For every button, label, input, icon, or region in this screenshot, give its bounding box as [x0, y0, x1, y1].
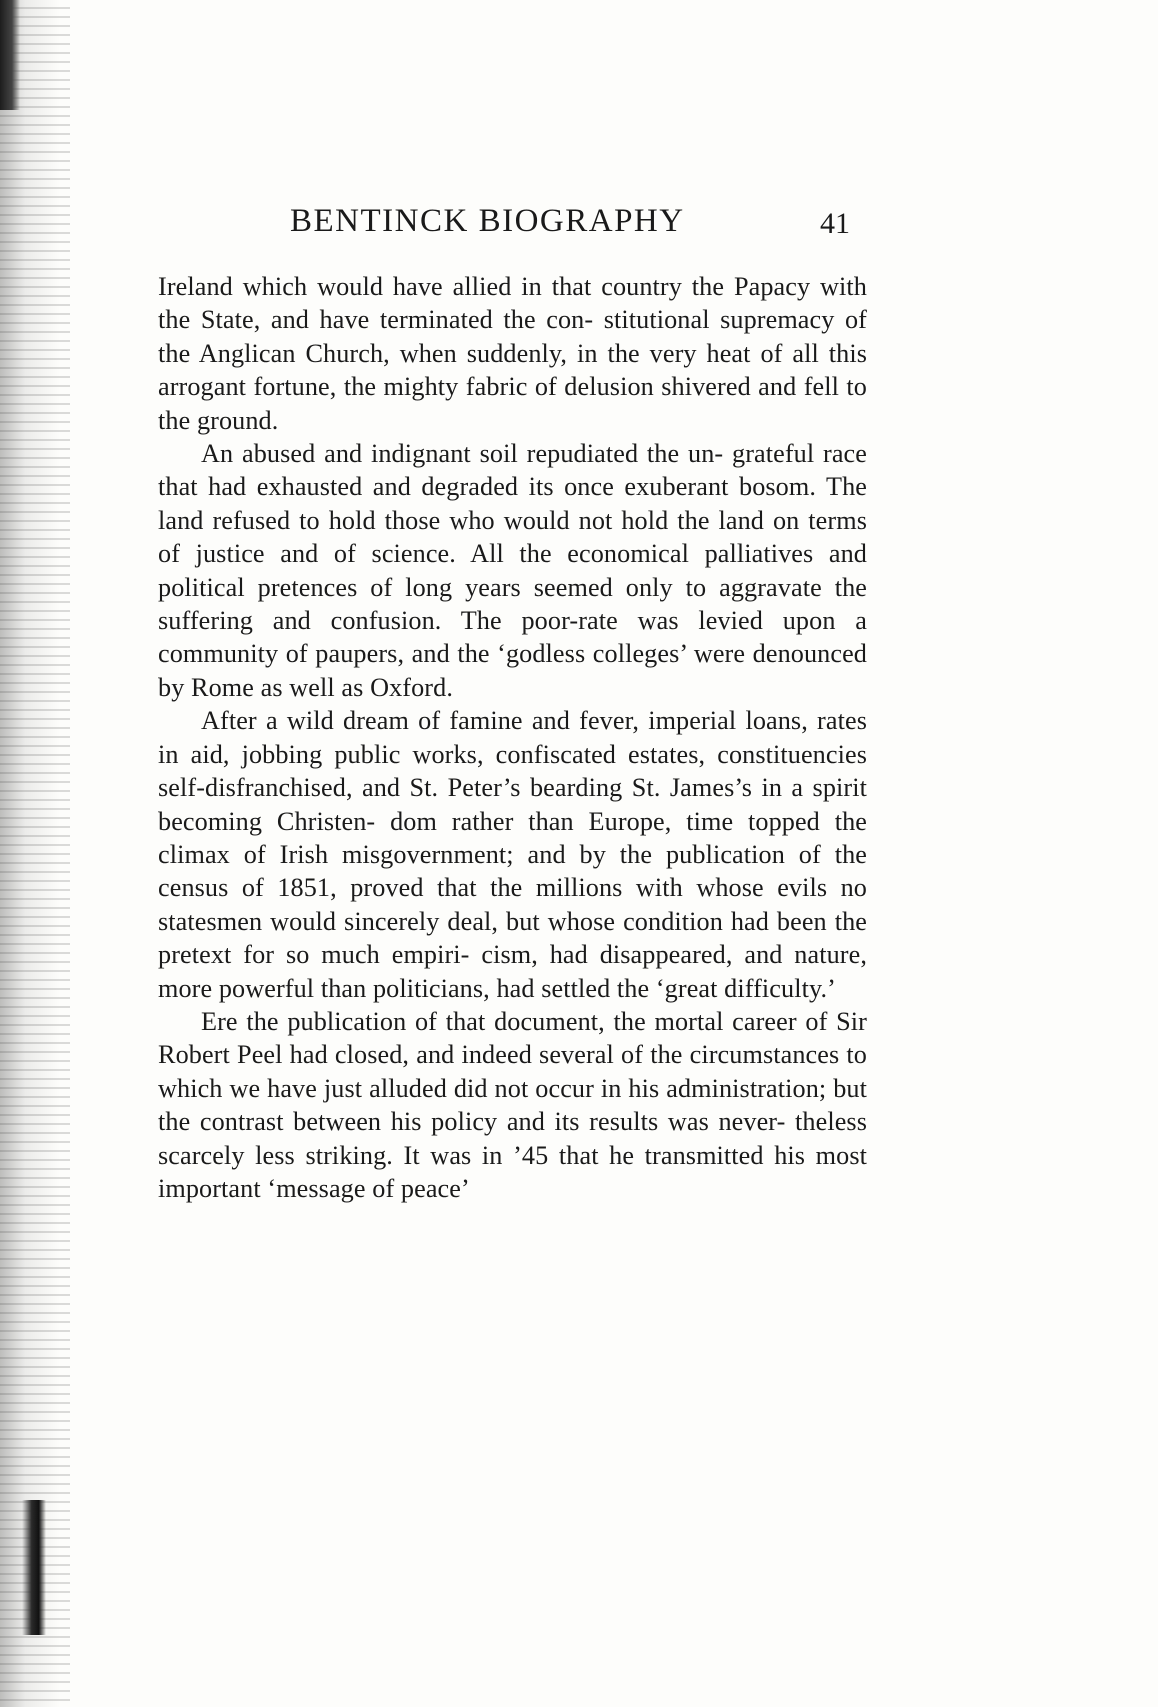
- binding-mark-bottom: [22, 1500, 46, 1635]
- page-number: 41: [820, 207, 850, 240]
- paragraph-2: An abused and indignant soil repudiated the un- grateful race that had exhausted and degraded its once exuberant bosom. The land refused to hold those who would not hold the land on terms of justice and of science. All the economical palliatives and political pretences of long years seemed only to aggravate the suffering and confusion. The poor-rate was levied upon a community of paupers, and the ‘godless colleges’ were denounced by Rome as well as Oxford.: [158, 439, 867, 702]
- running-head: [290, 203, 870, 243]
- binding-mark-top: [0, 0, 20, 110]
- binding-edge-shadow: [0, 0, 70, 1707]
- running-head-title: BENTINCK BIOGRAPHY: [290, 203, 685, 239]
- paragraph-3: After a wild dream of famine and fever, imperial loans, rates in aid, jobbing public works, confiscated estates, constituencies self-disfranchised, and St. Peter’s bearding St. James’s in a spirit becoming Christen- dom rather than Europe, time topped the climax of Irish misgovernment; and by the publication of the census of 1851, proved that the millions with whose evils no statesmen would sincerely deal, but whose condition had been the pretext for so much empiri- cism, had disappeared, and nature, more powerful than politicians, had settled the ‘great difficulty.’: [158, 706, 867, 1003]
- body-text: [158, 270, 867, 1205]
- paragraph-4: Ere the publication of that document, the mortal career of Sir Robert Peel had closed, and indeed several of the circumstances to which we have just alluded did not occur in his administration; but the contrast between his policy and its results was never- theless scarcely less striking. It was in ’45 that he transmitted his most important ‘message of peace’: [158, 1006, 867, 1203]
- paragraph-1: Ireland which would have allied in that country the Papacy with the State, and have terminated the con- stitutional supremacy of the Anglican Church, when suddenly, in the very heat of all this arrogant fortune, the mighty fabric of delusion shivered and fell to the ground.: [158, 272, 867, 435]
